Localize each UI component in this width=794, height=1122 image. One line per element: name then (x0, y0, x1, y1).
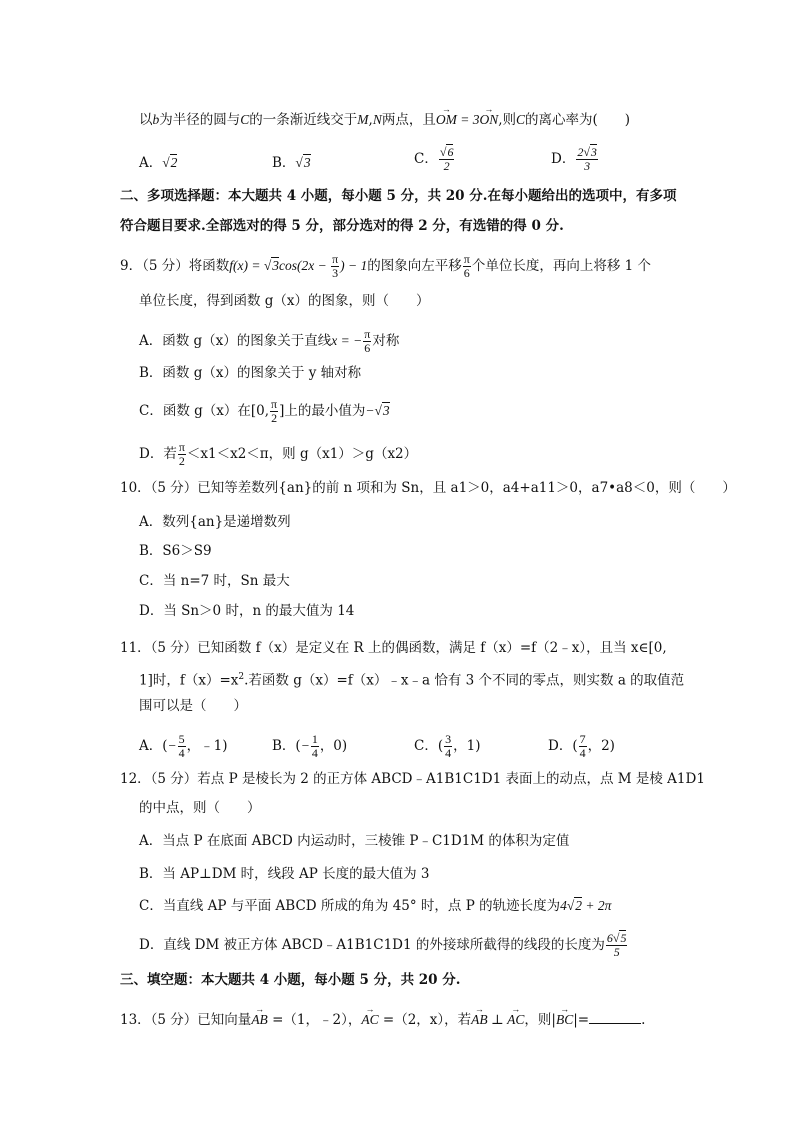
q11-stem: 11．（5 分）已知函数 f（x）是定义在 R 上的偶函数，满足 f（x）=f（2﹣x），且当 x∈[0, (120, 640, 667, 656)
vector-ac: → AC (361, 1010, 378, 1030)
q12-stem-cont: 的中点，则（ ） (139, 800, 261, 816)
section-2-heading-cont: 符合题目要求.全部选对的得 5 分，部分选对的得 2 分，有选错的得 0 分. (120, 218, 564, 234)
q8-option-c[interactable]: C． $\frac{√6}{2}$ (414, 145, 454, 173)
q10-stem: 10．（5 分）已知等差数列{an}的前 n 项和为 Sn，且 a1＞0，a4+a11＞0，a7•a8＜0，则（ ） (120, 480, 736, 496)
vector-bc: → BC (556, 1010, 573, 1030)
answer-blank[interactable] (589, 1010, 641, 1024)
q12-option-c[interactable]: C．当直线 AP 与平面 ABCD 所成的角为 45° 时，点 P 的轨迹长度为4√2 + 2π (139, 898, 612, 914)
q10-option-d[interactable]: D．当 Sn＞0 时，n 的最大值为 14 (139, 603, 355, 619)
q9-option-c[interactable]: C．函数 g（x）在[0, $\frac{\pi}{2}$ ]上的最小值为−√3 (139, 397, 390, 425)
q11-stem-cont: 1]时，$f(x)=x^2$.若函数 g（x）=f（x）﹣x﹣a 恰有 3 个不同的零点，则实数 a 的取值范 (139, 672, 685, 689)
q12-option-a[interactable]: A．当点 P 在底面 ABCD 内运动时，三棱锥 P﹣C1D1M 的体积为定值 (139, 833, 570, 849)
q8-option-b[interactable]: B．√3 (272, 155, 311, 171)
q11-stem-cont-2: 围可以是（ ） (139, 698, 247, 714)
q9-stem: 9．（5 分）将函数f(x) = √3cos(2x − $\frac{\pi}{3}$ ) − 1的图象向左平移 $\frac{\pi}{6}$ 个单位长度，再向上将移 1 个 (120, 252, 651, 280)
q9-stem-cont: 单位长度，得到函数 g（x）的图象，则（ ） (139, 293, 430, 309)
vector-om: → OM (436, 110, 457, 130)
q11-option-d[interactable]: D．( $\frac{7}{4}$ ，2) (548, 732, 615, 760)
q10-option-a[interactable]: A．数列{an}是递增数列 (139, 514, 291, 530)
vector-ab: → AB (471, 1010, 488, 1030)
q8-stem: 以b为半径的圆与C的一条渐近线交于M,N两点，且→ OM = 3→ ON,则C的离心率为( ) (139, 110, 630, 130)
vector-on: → ON (479, 110, 498, 130)
q9-option-a[interactable]: A．函数 g（x）的图象关于直线x = − $\frac{\pi}{6}$ 对称 (139, 327, 400, 355)
section-3-heading: 三、填空题：本大题共 4 小题，每小题 5 分，共 20 分. (120, 972, 461, 988)
vector-ab: → AB (251, 1010, 268, 1030)
q11-option-a[interactable]: A．(− $\frac{5}{4}$ ，﹣1) (139, 732, 228, 760)
vector-ac: → AC (507, 1010, 524, 1030)
q8-option-a[interactable]: A．√2 (139, 155, 178, 171)
q13-stem: 13．（5 分）已知向量→ AB =（1，﹣2），→ AC =（2，x），若→ AB ⊥ → AC，则|→ BC|= . (120, 1010, 645, 1030)
q10-option-b[interactable]: B．S6＞S9 (139, 543, 212, 559)
section-2-heading: 二、多项选择题：本大题共 4 小题，每小题 5 分，共 20 分.在每小题给出的选项中，有多项 (120, 188, 677, 204)
q12-option-d[interactable]: D．直线 DM 被正方体 ABCD﹣A1B1C1D1 的外接球所截得的线段的长度为 $\frac{6√5}{5}$ (139, 931, 627, 959)
q10-option-c[interactable]: C．当 n=7 时，Sn 最大 (139, 573, 290, 589)
q11-option-b[interactable]: B．(− $\frac{1}{4}$ ，0) (272, 732, 348, 760)
q12-stem: 12．（5 分）若点 P 是棱长为 2 的正方体 ABCD﹣A1B1C1D1 表面上的动点，点 M 是棱 A1D1 (120, 771, 705, 787)
q8-option-d[interactable]: D． $\frac{2√3}{3}$ (551, 145, 597, 173)
q9-option-d[interactable]: D．若 $\frac{\pi}{2}$ ＜x1＜x2＜π，则 g（x1）＞g（x2） (139, 440, 418, 468)
q12-option-b[interactable]: B．当 AP⊥DM 时，线段 AP 长度的最大值为 3 (139, 866, 430, 882)
q11-option-c[interactable]: C．( $\frac{3}{4}$ ，1) (414, 732, 481, 760)
q9-option-b[interactable]: B．函数 g（x）的图象关于 y 轴对称 (139, 365, 362, 381)
